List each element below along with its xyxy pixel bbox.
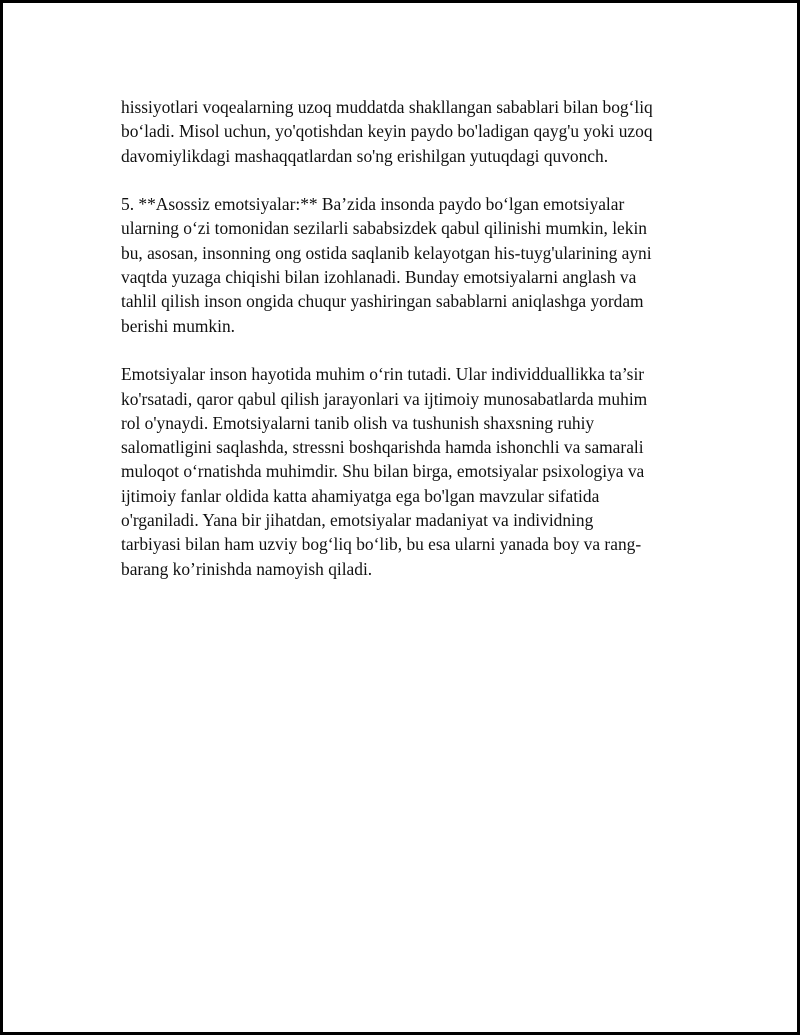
text-line: ko'rsatadi, qaror qabul qilish jarayonlari va ijtimoiy munosabatlarda muhim	[121, 388, 648, 409]
text-line: Emotsiyalar inson hayotida muhim o‘rin tutadi. Ular individduallikka ta’sir	[121, 364, 645, 385]
text-line: ularning o‘zi tomonidan sezilarli sababsizdek qabul qilinishi mumkin, lekin	[121, 218, 647, 239]
text-line: salomatligini saqlashda, stressni boshqarishda hamda ishonchli va samarali	[121, 437, 644, 458]
text-line: davomiylikdagi mashaqqatlardan so'ng erishilgan yutuqdagi quvonch.	[121, 145, 609, 166]
text-line: berishi mumkin.	[121, 315, 235, 336]
text-line: tahlil qilish inson ongida chuqur yashiringan sabablarni aniqlashga yordam	[121, 291, 644, 312]
text-line: bu, asosan, insonning ong ostida saqlanib kelayotgan his-tuyg'ularining ayni	[121, 242, 652, 263]
text-line: barang ko’rinishda namoyish qiladi.	[121, 558, 373, 579]
paragraph-3	[121, 362, 681, 581]
text-line: 5. **Asossiz emotsiyalar:** Ba’zida insonda paydo bo‘lgan emotsiyalar	[121, 194, 625, 215]
text-line: vaqtda yuzaga chiqishi bilan izohlanadi. Bunday emotsiyalarni anglash va	[121, 267, 637, 288]
text-line: bo‘ladi. Misol uchun, yo'qotishdan keyin paydo bo'ladigan qayg'u yoki uzoq	[121, 121, 653, 142]
text-line: muloqot o‘rnatishda muhimdir. Shu bilan birga, emotsiyalar psixologiya va	[121, 461, 645, 482]
text-line: tarbiyasi bilan ham uzviy bog‘liq bo‘lib, bu esa ularni yanada boy va rang-	[121, 534, 642, 555]
paragraph-1	[121, 95, 681, 168]
text-line: ijtimoiy fanlar oldida katta ahamiyatga ega bo'lgan mavzular sifatida	[121, 485, 600, 506]
paragraph-2	[121, 192, 681, 338]
text-line: rol o'ynaydi. Emotsiyalarni tanib olish va tushunish shaxsning ruhiy	[121, 412, 595, 433]
document-body	[121, 95, 681, 605]
text-line: hissiyotlari voqealarning uzoq muddatda shakllangan sabablari bilan bog‘liq	[121, 97, 653, 117]
text-line: o'rganiladi. Yana bir jihatdan, emotsiyalar madaniyat va individning	[121, 510, 594, 531]
